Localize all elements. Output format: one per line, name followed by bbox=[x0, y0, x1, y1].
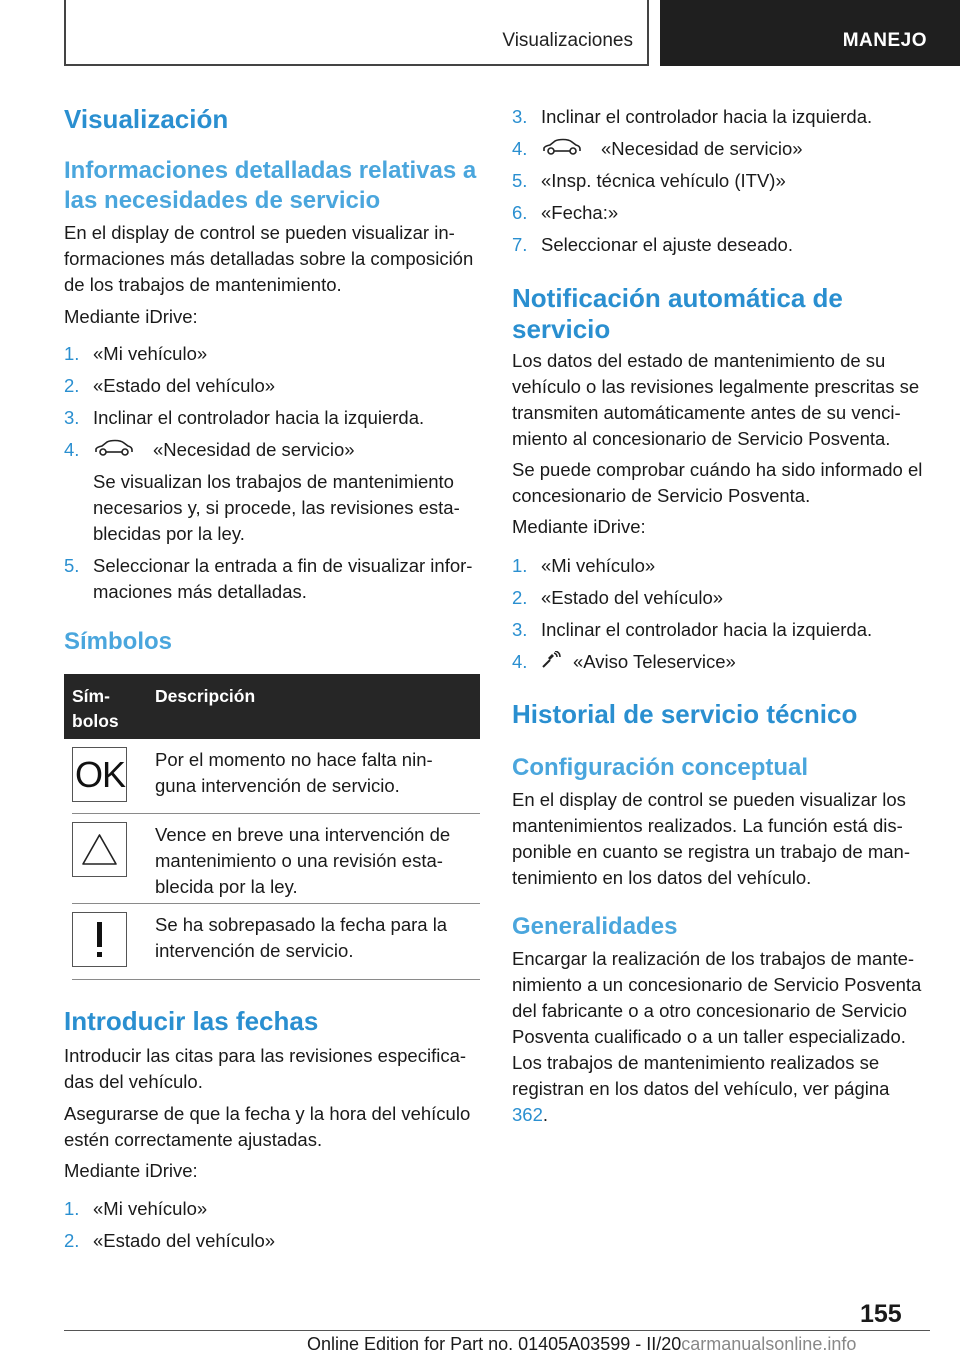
header-chapter-title: MANEJO bbox=[842, 30, 927, 51]
paragraph-fechas-2: Asegurarse de que la fecha y la hora del vehículo estén correctamente ajustadas. bbox=[64, 1103, 471, 1150]
column-header-symbols: Símbolos bbox=[72, 686, 119, 731]
paragraph-idrive-3: Mediante iDrive: bbox=[512, 516, 646, 537]
car-icon bbox=[93, 438, 135, 464]
page-reference-link[interactable]: 362 bbox=[512, 1104, 543, 1125]
paragraph-fechas-1: Introducir las citas para las revisiones especificadas del vehículo. bbox=[64, 1045, 467, 1092]
header-section-box bbox=[64, 0, 649, 66]
paragraph-idrive-1: Mediante iDrive: bbox=[64, 306, 198, 327]
footer-divider bbox=[64, 1330, 930, 1331]
exclamation-icon bbox=[72, 912, 127, 967]
table-row: Se ha sobrepasado la fecha para la intervención de servicio. bbox=[72, 904, 480, 980]
heading-generalidades: Generalidades bbox=[512, 913, 678, 940]
header-chapter-tab bbox=[660, 0, 960, 66]
heading-visualizacion: Visualización bbox=[64, 104, 229, 134]
paragraph-notificacion-1: Los datos del estado de mantenimiento de su vehículo o las revisiones legalmente prescritas se transmiten automáticamente antes de su vencimiento al concesionario de Servicio Posventa. bbox=[512, 350, 920, 449]
heading-informaciones-detalladas: Informaciones detalladas relativas a las necesidades de servicio bbox=[64, 157, 477, 214]
heading-configuracion: Configuración conceptual bbox=[512, 754, 809, 781]
header-section-title: Visualizaciones bbox=[502, 30, 633, 51]
footer-watermark: carmanualsonline.info bbox=[681, 1334, 857, 1354]
teleservice-icon bbox=[541, 650, 561, 676]
car-icon bbox=[541, 137, 583, 163]
paragraph-generalidades: Encargar la realización de los trabajos de mantenimiento a un concesionario de Servicio Posventa del fabricante o a otro concesionario de Servicio Posventa cualificado o a un taller especializado. Los trabajos de mantenimiento realizados se registran en los datos del vehículo, ver página 362. bbox=[512, 948, 922, 1125]
heading-notificacion: Notificación automática de servicio bbox=[512, 283, 843, 344]
ok-icon: OK bbox=[72, 747, 127, 802]
paragraph-intro: En el display de control se pueden visualizar informaciones más detalladas sobre la composición de los trabajos de mantenimiento. bbox=[64, 222, 474, 295]
heading-historial: Historial de servicio técnico bbox=[512, 699, 858, 729]
column-header-description: Descripción bbox=[155, 686, 256, 706]
heading-simbolos: Símbolos bbox=[64, 628, 173, 655]
table-row: OK Por el momento no hace falta ninguna intervención de servicio. bbox=[72, 739, 480, 814]
paragraph-idrive-2: Mediante iDrive: bbox=[64, 1160, 198, 1181]
table-row: Vence en breve una intervención de mantenimiento o una revisión establecida por la ley. bbox=[72, 814, 480, 904]
warning-triangle-icon bbox=[72, 822, 127, 877]
step-4-note: Se visualizan los trabajos de mantenimiento necesarios y, si procede, las revisiones establecidas por la ley. bbox=[93, 471, 460, 544]
page-number: 155 bbox=[860, 1300, 902, 1328]
heading-introducir-fechas: Introducir las fechas bbox=[64, 1006, 319, 1036]
paragraph-notificacion-2: Se puede comprobar cuándo ha sido informado el concesionario de Servicio Posventa. bbox=[512, 459, 923, 506]
footer-edition: Online Edition for Part no. 01405A03599 - II/20carmanualsonline.info bbox=[307, 1334, 857, 1354]
table-header bbox=[64, 674, 480, 739]
paragraph-configuracion: En el display de control se pueden visualizar los mantenimientos realizados. La función está disponible en cuanto se registra un trabajo de mantenimiento en los datos del vehículo. bbox=[512, 789, 911, 888]
